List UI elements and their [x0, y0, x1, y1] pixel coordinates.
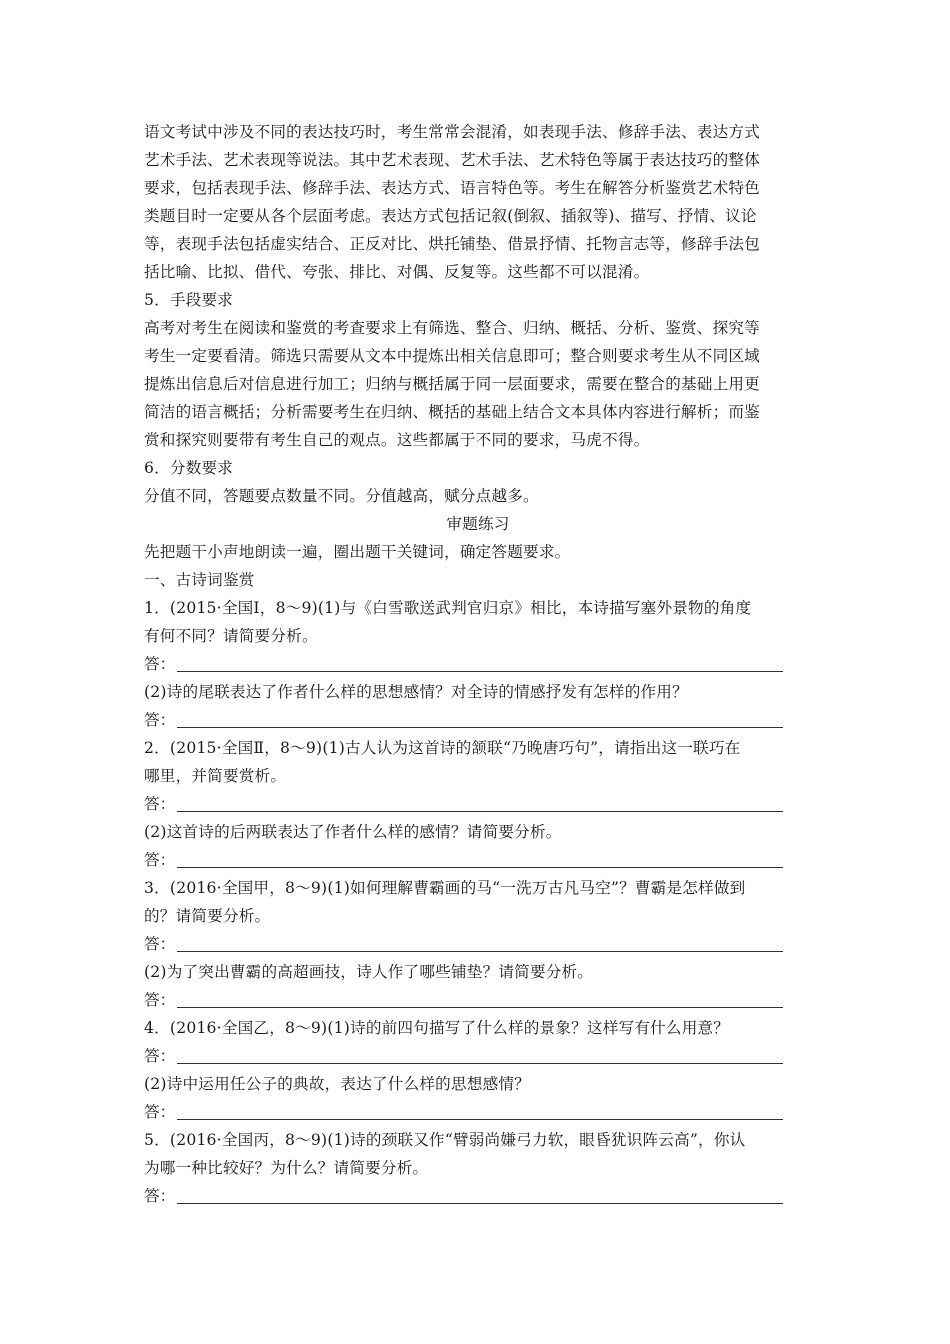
- text-line: 要求，包括表现手法、修辞手法、表达方式、语言特色等。考生在解答分析鉴赏艺术特色: [144, 179, 760, 197]
- answer-blank[interactable]: [177, 1119, 783, 1120]
- question-text: 3．(2016·全国甲，8～9)(1)如何理解曹霸画的马“一洗万古凡马空”？曹霸是怎样做到: [144, 879, 746, 897]
- section-5-heading: 5．手段要求: [144, 291, 234, 309]
- answer-blank[interactable]: [177, 811, 783, 812]
- text-line: 类题目时一定要从各个层面考虑。表达方式包括记叙(倒叙、插叙等)、描写、抒情、议论: [144, 207, 757, 225]
- answer-blank[interactable]: [177, 951, 783, 952]
- answer-blank[interactable]: [177, 867, 783, 868]
- part-title: 一、古诗词鉴赏: [144, 571, 255, 589]
- question-text: 5．(2016·全国丙，8～9)(1)诗的颈联又作“臂弱尚嫌弓力软，眼昏犹识阵云高”，你认: [144, 1131, 746, 1149]
- answer-blank[interactable]: [177, 1063, 783, 1064]
- question-text: (2)诗中运用任公子的典故，表达了什么样的思想感情？: [144, 1075, 530, 1093]
- answer-line[interactable]: [144, 930, 812, 958]
- text-line: 考生一定要看清。筛选只需要从文本中提炼出相关信息即可；整合则要求考生从不同区域: [144, 347, 760, 365]
- question-text: (2)这首诗的后两联表达了作者什么样的感情？请简要分析。: [144, 823, 562, 841]
- section-6-heading: 6．分数要求: [144, 459, 234, 477]
- question-text: 为哪一种比较好？为什么？请简要分析。: [144, 1159, 429, 1177]
- question-text: (2)诗的尾联表达了作者什么样的思想感情？对全诗的情感抒发有怎样的作用？: [144, 683, 688, 701]
- answer-label: 答：: [144, 655, 176, 673]
- question-text: 有何不同？请简要分析。: [144, 627, 318, 645]
- answer-label: 答：: [144, 711, 176, 729]
- question-text: 2．(2015·全国Ⅱ，8～9)(1)古人认为这首诗的颔联“乃晚唐巧句”，请指出这一联巧在: [144, 739, 741, 757]
- answer-line[interactable]: [144, 846, 812, 874]
- answer-line[interactable]: [144, 706, 812, 734]
- question-text: 4．(2016·全国乙，8～9)(1)诗的前四句描写了什么样的景象？这样写有什么用意？: [144, 1019, 730, 1037]
- answer-label: 答：: [144, 1103, 176, 1121]
- text-line: 语文考试中涉及不同的表达技巧时，考生常常会混淆，如表现手法、修辞手法、表达方式: [144, 123, 760, 141]
- text-line: 简洁的语言概括；分析需要考生在归纳、概括的基础上结合文本具体内容进行解析；而鉴: [144, 403, 760, 421]
- text-line: 高考对考生在阅读和鉴赏的考查要求上有筛选、整合、归纳、概括、分析、鉴赏、探究等: [144, 319, 760, 337]
- question-text: 1．(2015·全国Ⅰ，8～9)(1)与《白雪歌送武判官归京》相比，本诗描写塞外景物的角度: [144, 599, 752, 617]
- text-line: 赏和探究则要带有考生自己的观点。这些都属于不同的要求，马虎不得。: [144, 431, 650, 449]
- answer-label: 答：: [144, 935, 176, 953]
- answer-line[interactable]: [144, 986, 812, 1014]
- section-5-paragraph: [144, 314, 812, 454]
- answer-line[interactable]: [144, 650, 812, 678]
- intro-paragraph: [144, 118, 812, 286]
- text-line: 括比喻、比拟、借代、夸张、排比、对偶、反复等。这些都不可以混淆。: [144, 263, 650, 281]
- question-text: (2)为了突出曹霸的高超画技，诗人作了哪些铺垫？请简要分析。: [144, 963, 594, 981]
- answer-blank[interactable]: [177, 671, 783, 672]
- question-text: 哪里，并简要赏析。: [144, 767, 287, 785]
- answer-label: 答：: [144, 851, 176, 869]
- answer-label: 答：: [144, 795, 176, 813]
- answer-label: 答：: [144, 1047, 176, 1065]
- answer-label: 答：: [144, 991, 176, 1009]
- question-text: 的？请简要分析。: [144, 907, 271, 925]
- answer-line[interactable]: [144, 790, 812, 818]
- document-page: [144, 118, 812, 1210]
- answer-line[interactable]: [144, 1182, 812, 1210]
- answer-blank[interactable]: [177, 727, 783, 728]
- answer-line[interactable]: [144, 1098, 812, 1126]
- answer-blank[interactable]: [177, 1007, 783, 1008]
- answer-line[interactable]: [144, 1042, 812, 1070]
- text-line: 分值不同，答题要点数量不同。分值越高，赋分点越多。: [144, 487, 539, 505]
- text-line: 提炼出信息后对信息进行加工；归纳与概括属于同一层面要求，需要在整合的基础上用更: [144, 375, 760, 393]
- answer-blank[interactable]: [177, 1203, 783, 1204]
- text-line: 等，表现手法包括虚实结合、正反对比、烘托铺垫、借景抒情、托物言志等，修辞手法包: [144, 235, 760, 253]
- practice-instruction: 先把题干小声地朗读一遍，圈出题干关键词，确定答题要求。: [144, 543, 571, 561]
- text-line: 艺术手法、艺术表现等说法。其中艺术表现、艺术手法、艺术特色等属于表达技巧的整体: [144, 151, 760, 169]
- answer-label: 答：: [144, 1187, 176, 1205]
- practice-title: 审题练习: [446, 515, 510, 533]
